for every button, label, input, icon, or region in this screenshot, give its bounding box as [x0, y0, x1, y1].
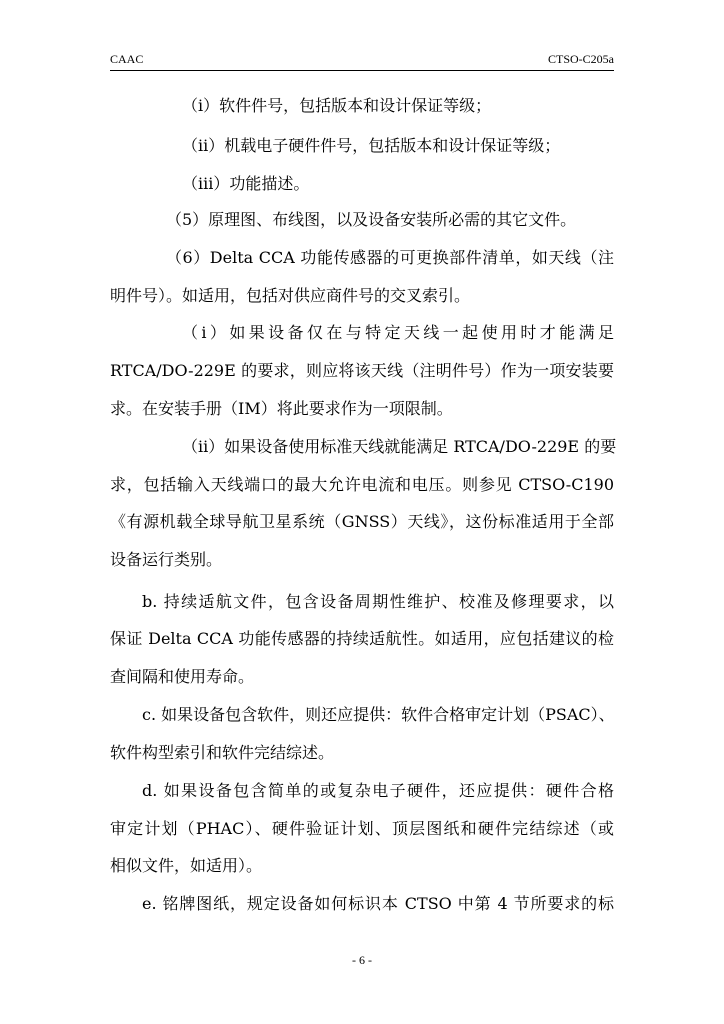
text-line: （iii）功能描述。 [182, 174, 310, 193]
text-line: RTCA/DO-229E 的要求，则应将该天线（注明件号）作为一项安装要 [110, 361, 614, 380]
header-document-number: CTSO-C205a [548, 52, 614, 66]
text-line: （6）Delta CCA 功能传感器的可更换部件清单，如天线（注 [166, 248, 614, 267]
text-line: b. 持续适航文件，包含设备周期性维护、校准及修理要求，以 [142, 592, 614, 611]
page-header [110, 52, 614, 71]
header-left-label: CAAC [110, 52, 144, 66]
text-line: 求，包括输入天线端口的最大允许电流和电压。则参见 CTSO-C190 [110, 475, 614, 494]
text-line: 设备运行类别。 [110, 550, 223, 569]
text-line: 查间隔和使用寿命。 [110, 667, 255, 686]
text-line: 《有源机载全球导航卫星系统（GNSS）天线》，这份标准适用于全部 [110, 512, 614, 531]
text-line: 软件构型索引和软件完结综述。 [110, 743, 335, 762]
text-line: 相似文件，如适用）。 [110, 856, 263, 875]
text-line: （5）原理图、布线图，以及设备安装所必需的其它文件。 [166, 210, 577, 229]
text-line: （ii）如果设备使用标准天线就能满足 RTCA/DO-229E 的要 [182, 437, 617, 456]
text-line: 审定计划（PHAC）、硬件验证计划、顶层图纸和硬件完结综述（或 [110, 819, 614, 838]
text-line: d. 如果设备包含简单的或复杂电子硬件，还应提供：硬件合格 [142, 781, 614, 800]
text-line: （i）如果设备仅在与特定天线一起使用时才能满足 [182, 323, 614, 342]
text-line: 求。在安装手册（IM）将此要求作为一项限制。 [110, 399, 453, 418]
text-line: e. 铭牌图纸，规定设备如何标识本 CTSO 中第 4 节所要求的标 [142, 894, 614, 913]
text-line: 保证 Delta CCA 功能传感器的持续适航性。如适用，应包括建议的检 [110, 629, 614, 648]
page-number: - 6 - [352, 953, 372, 967]
text-line: （ii）机载电子硬件件号，包括版本和设计保证等级； [182, 136, 561, 155]
text-line: 明件号）。如适用，包括对供应商件号的交叉索引。 [110, 286, 471, 305]
text-line: （i）软件件号，包括版本和设计保证等级； [182, 96, 492, 115]
text-line: c. 如果设备包含软件，则还应提供：软件合格审定计划（PSAC）、 [142, 705, 615, 724]
